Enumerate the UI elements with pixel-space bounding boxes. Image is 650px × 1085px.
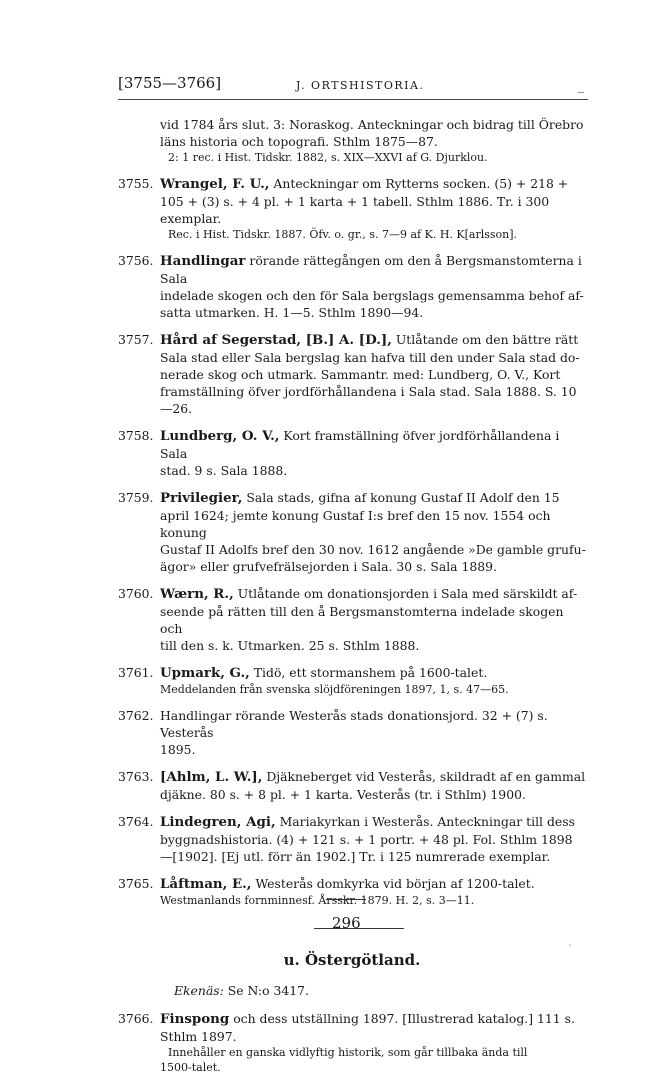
entry-line: nerade skog och utmark. Sammantr. med: Lundberg, O. V., Kort: [160, 367, 561, 382]
entry-number: 3757.: [118, 332, 154, 347]
entry-author: Lundberg, O. V.,: [160, 428, 280, 444]
bibliography-entry: [118, 331, 586, 417]
header-rule: [118, 99, 588, 100]
entry-number: 3764.: [118, 814, 154, 829]
entry-author: Låftman, E.,: [160, 876, 252, 892]
entry-line: Kort framställning öfver jordförhållandena i Sala: [160, 428, 560, 461]
entry-line: satta utmarken. H. 1—5. Sthlm 1890—94.: [160, 305, 424, 320]
entry-note: Westmanlands fornminnesf. Årsskr. 1879. H. 2, s. 3—11.: [160, 894, 475, 907]
entry-author: Wrangel, F. U.,: [160, 176, 270, 192]
entry-author: Lindegren, Agi,: [160, 814, 276, 830]
entry-line: Sala stads, gifna af konung Gustaf II Adolf den 15: [246, 490, 560, 505]
xref-place: Ekenäs:: [174, 983, 224, 998]
bibliography-entry: [118, 875, 586, 908]
header-entry-range: [3755—3766]: [118, 74, 222, 92]
entry-number: 3766.: [118, 1011, 154, 1026]
entry-line: seende på rätten till den å Bergsmanstomterna indelade skogen och: [160, 604, 564, 636]
entry-number: 3760.: [118, 586, 154, 601]
page-number: 296: [332, 914, 361, 932]
entry-line: Handlingar rörande Westerås stads donationsjord. 32 + (7) s. Vesterås: [160, 708, 548, 740]
entry-line: och dess utställning 1897. [Illustrerad katalog.] 111 s.: [233, 1011, 575, 1026]
entry-note: Meddelanden från svenska slöjdföreningen 1897, 1, s. 47—65.: [160, 683, 509, 696]
entry-line: ägor» eller grufvefrälsejorden i Sala. 30 s. Sala 1889.: [160, 559, 497, 574]
entry-line: —[1902]. [Ej utl. förr än 1902.] Tr. i 125 numrerade exemplar.: [160, 849, 551, 864]
entry-author: Privilegier,: [160, 490, 243, 506]
footer-rule: [326, 899, 366, 900]
entry-number: 3759.: [118, 490, 154, 505]
margin-mark: ʼ: [568, 944, 571, 954]
entry-line: indelade skogen och den för Sala bergslags gemensamma behof af-: [160, 288, 584, 303]
entry-line: läns historia och topografi. Sthlm 1875—87.: [160, 134, 438, 149]
entry-author: Handlingar: [160, 253, 246, 269]
entry-line: Sala stad eller Sala bergslag kan hafva till den under Sala stad do-: [160, 350, 580, 365]
bibliography-list: [118, 116, 586, 1085]
cross-reference: [174, 983, 586, 998]
entry-author: Upmark, G.,: [160, 665, 250, 681]
bibliography-entry: [118, 116, 586, 165]
entry-line: rörande rättegången om den å Bergsmanstomterna i Sala: [160, 253, 582, 286]
entry-number: 3761.: [118, 665, 154, 680]
entry-number: 3756.: [118, 253, 154, 268]
bibliography-entry: [118, 252, 586, 321]
entry-line: Anteckningar om Rytterns socken. (5) + 218 +: [273, 176, 569, 191]
entry-line: djäkne. 80 s. + 8 pl. + 1 karta. Vesterås (tr. i Sthlm) 1900.: [160, 787, 526, 802]
bibliography-entry: [118, 768, 586, 803]
entry-line: Gustaf II Adolfs bref den 30 nov. 1612 angående »De gamble grufu-: [160, 542, 586, 557]
entry-note: 2: 1 rec. i Hist. Tidskr. 1882, s. XIX—XXVI af G. Djurklou.: [168, 151, 488, 164]
entry-line: Tidö, ett stormanshem på 1600-talet.: [253, 665, 488, 680]
entry-number: 3755.: [118, 176, 154, 191]
bibliography-entry: [118, 489, 586, 575]
entry-line: Westerås domkyrka vid början af 1200-talet.: [255, 876, 535, 891]
entry-line: Utlåtande om donationsjorden i Sala med särskildt af-: [237, 586, 578, 601]
entry-line: till den s. k. Utmarken. 25 s. Sthlm 1888.: [160, 638, 420, 653]
entry-title: Finspong: [160, 1011, 230, 1027]
header-section-title: J. ORTSHISTORIA.: [296, 79, 425, 92]
running-header: [118, 74, 588, 98]
entry-note: 1500-talet.: [160, 1061, 221, 1074]
entry-line: 1895.: [160, 742, 196, 757]
entry-line: framställning öfver jordförhållandena i Sala stad. Sala 1888. S. 10—26.: [160, 384, 577, 416]
entry-note: Rec. i Hist. Tidskr. 1887. Öfv. o. gr., s. 7—9 af K. H. K[arlsson].: [168, 228, 518, 241]
section-heading: u. Östergötland.: [283, 951, 421, 969]
entry-number: 3765.: [118, 876, 154, 891]
margin-mark: [578, 92, 584, 93]
xref-target: Se N:o 3417.: [227, 983, 309, 998]
bibliography-entry: [118, 175, 586, 242]
entry-author: [Ahlm, L. W.],: [160, 769, 263, 785]
entry-line: april 1624; jemte konung Gustaf I:s bref den 15 nov. 1554 och konung: [160, 508, 551, 540]
entry-number: 3762.: [118, 708, 154, 723]
entry-number: 3763.: [118, 769, 154, 784]
entry-line: Mariakyrkan i Westerås. Anteckningar till dess: [279, 814, 575, 829]
entry-line: 105 + (3) s. + 4 pl. + 1 karta + 1 tabell. Sthlm 1886. Tr. i 300: [160, 194, 550, 209]
entry-line: byggnadshistoria. (4) + 121 s. + 1 portr. + 48 pl. Fol. Sthlm 1898: [160, 832, 573, 847]
entry-number: 3758.: [118, 428, 154, 443]
bibliography-entry: [118, 427, 586, 479]
bibliography-entry: [118, 707, 586, 758]
entry-line: Utlåtande om den bättre rätt: [395, 332, 579, 347]
entry-line: Djäkneberget vid Vesterås, skildradt af en gammal: [266, 769, 586, 784]
bibliography-entry: [118, 585, 586, 654]
entry-line: stad. 9 s. Sala 1888.: [160, 463, 288, 478]
bibliography-entry: [118, 664, 586, 697]
bibliography-entry: [118, 813, 586, 865]
entry-author: Wærn, R.,: [160, 586, 234, 602]
entry-note: Innehåller en ganska vidlyftig historik, som går tillbaka ända till: [168, 1046, 528, 1059]
entry-line: vid 1784 års slut. 3: Noraskog. Anteckningar och bidrag till Örebro: [160, 117, 584, 132]
entry-author: Hård af Segerstad, [B.] A. [D.],: [160, 332, 392, 348]
entry-line: exemplar.: [160, 211, 222, 226]
bibliography-entry: [118, 1010, 586, 1075]
entry-line: Sthlm 1897.: [160, 1029, 237, 1044]
